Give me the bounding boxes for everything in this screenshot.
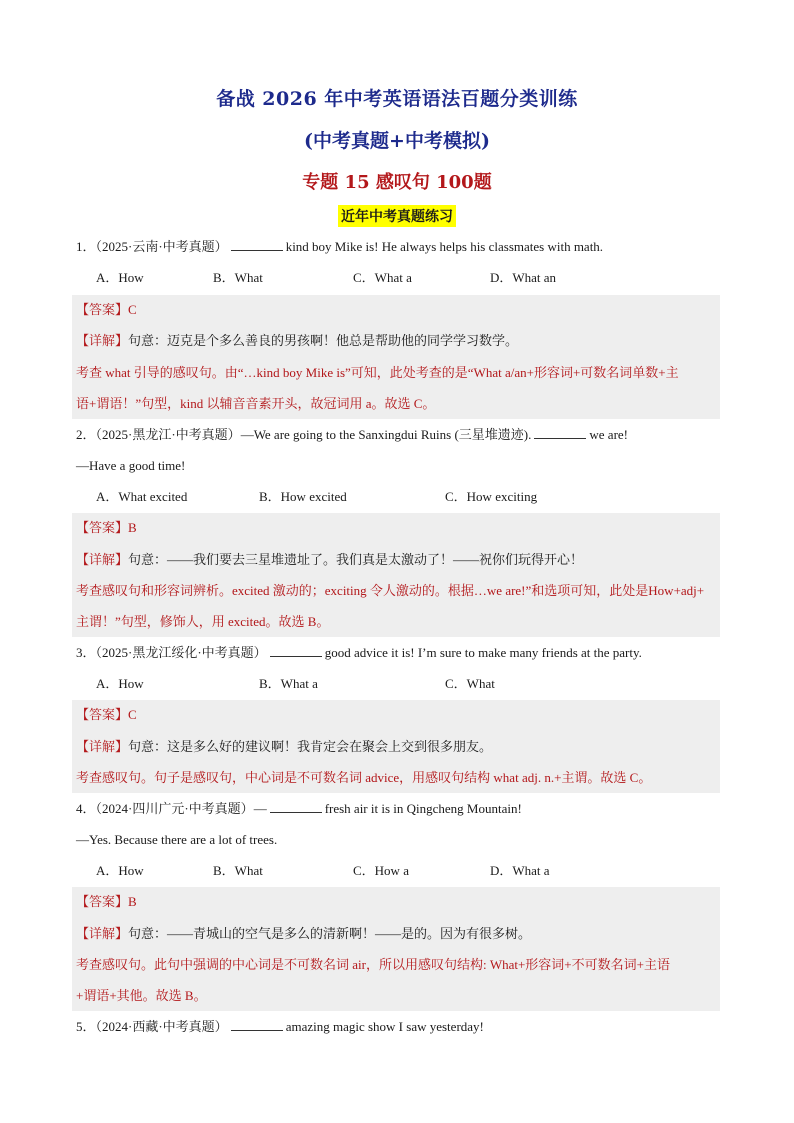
option-c: C．How exciting <box>445 489 538 504</box>
question-4-reply: —Yes. Because there are a lot of trees. <box>76 832 278 847</box>
question-2-reply: —Have a good time! <box>76 458 186 473</box>
question-1-stem: 1．（2025·云南·中考真题） kind boy Mike is! He always helps his classmates with math. <box>76 239 604 254</box>
answer-line: 【答案】B <box>76 894 137 909</box>
option-c: C．What <box>445 676 495 691</box>
detail-line: 【详解】句意：迈克是个多么善良的男孩啊！他总是帮助他的同学学习数学。 <box>76 333 519 348</box>
option-a: A．What excited <box>96 489 188 504</box>
explanation-line: 考查感叹句和形容词辨析。excited 激动的；exciting 令人激动的。根据…we are!”和选项可知，此处是How+adj+ <box>76 583 705 598</box>
explanation-line: 考查 what 引导的感叹句。由“…kind boy Mike is”可知，此处考查的是“What a/an+形容词+可数名词单数+主 <box>76 365 679 380</box>
option-b: B．What a <box>259 676 318 691</box>
answer-blank <box>231 1018 283 1031</box>
option-c: C．How a <box>353 863 409 878</box>
answer-line: 【答案】B <box>76 520 137 535</box>
topic-heading: 专题 15 感叹句 100题 <box>302 172 492 193</box>
option-d: D．What a <box>490 863 550 878</box>
document-subtitle: (中考真题+中考模拟) <box>304 130 490 152</box>
detail-line: 【详解】句意：这是多么好的建议啊！我肯定会在聚会上交到很多朋友。 <box>76 739 493 754</box>
option-a: A．How <box>96 676 144 691</box>
answer-blank <box>534 426 586 439</box>
option-b: B．How excited <box>259 489 347 504</box>
answer-blank <box>270 800 322 813</box>
option-a: A．How <box>96 270 144 285</box>
detail-line: 【详解】句意：——我们要去三星堆遗址了。我们真是太激动了！——祝你们玩得开心！ <box>76 552 584 567</box>
explanation-line: 考查感叹句。此句中强调的中心词是不可数名词 air，所以用感叹句结构: What+形容词+不可数名词+主语 <box>76 957 670 972</box>
question-4-stem: 4．（2024·四川广元·中考真题）— fresh air it is in Qingcheng Mountain! <box>76 801 522 816</box>
explanation-line: 考查感叹句。句子是感叹句，中心词是不可数名词 advice，用感叹句结构 what adj. n.+主谓。故选 C。 <box>76 770 652 785</box>
answer-line: 【答案】C <box>76 302 137 317</box>
explanation-line: 主谓！”句型，修饰人，用 excited。故选 B。 <box>76 614 330 629</box>
question-2-stem: 2．（2025·黑龙江·中考真题）—We are going to the Sanxingdui Ruins (三星堆遗迹). we are! <box>76 427 628 442</box>
option-b: B．What <box>213 270 263 285</box>
question-5-stem: 5．（2024·西藏·中考真题） amazing magic show I saw yesterday! <box>76 1019 484 1034</box>
question-3-stem: 3．（2025·黑龙江绥化·中考真题） good advice it is! I’m sure to make many friends at the party. <box>76 645 642 660</box>
detail-line: 【详解】句意：——青城山的空气是多么的清新啊！——是的。因为有很多树。 <box>76 926 532 941</box>
explanation-line: +谓语+其他。故选 B。 <box>76 988 207 1003</box>
document-title: 备战 2026 年中考英语语法百题分类训练 <box>216 88 578 110</box>
option-d: D．What an <box>490 270 557 285</box>
option-b: B．What <box>213 863 263 878</box>
answer-line: 【答案】C <box>76 707 137 722</box>
option-c: C．What a <box>353 270 412 285</box>
option-a: A．How <box>96 863 144 878</box>
section-heading: 近年中考真题练习 <box>338 205 456 227</box>
explanation-line: 语+谓语！”句型，kind 以辅音音素开头，故冠词用 a。故选 C。 <box>76 396 436 411</box>
answer-blank <box>270 644 322 657</box>
answer-blank <box>231 238 283 251</box>
